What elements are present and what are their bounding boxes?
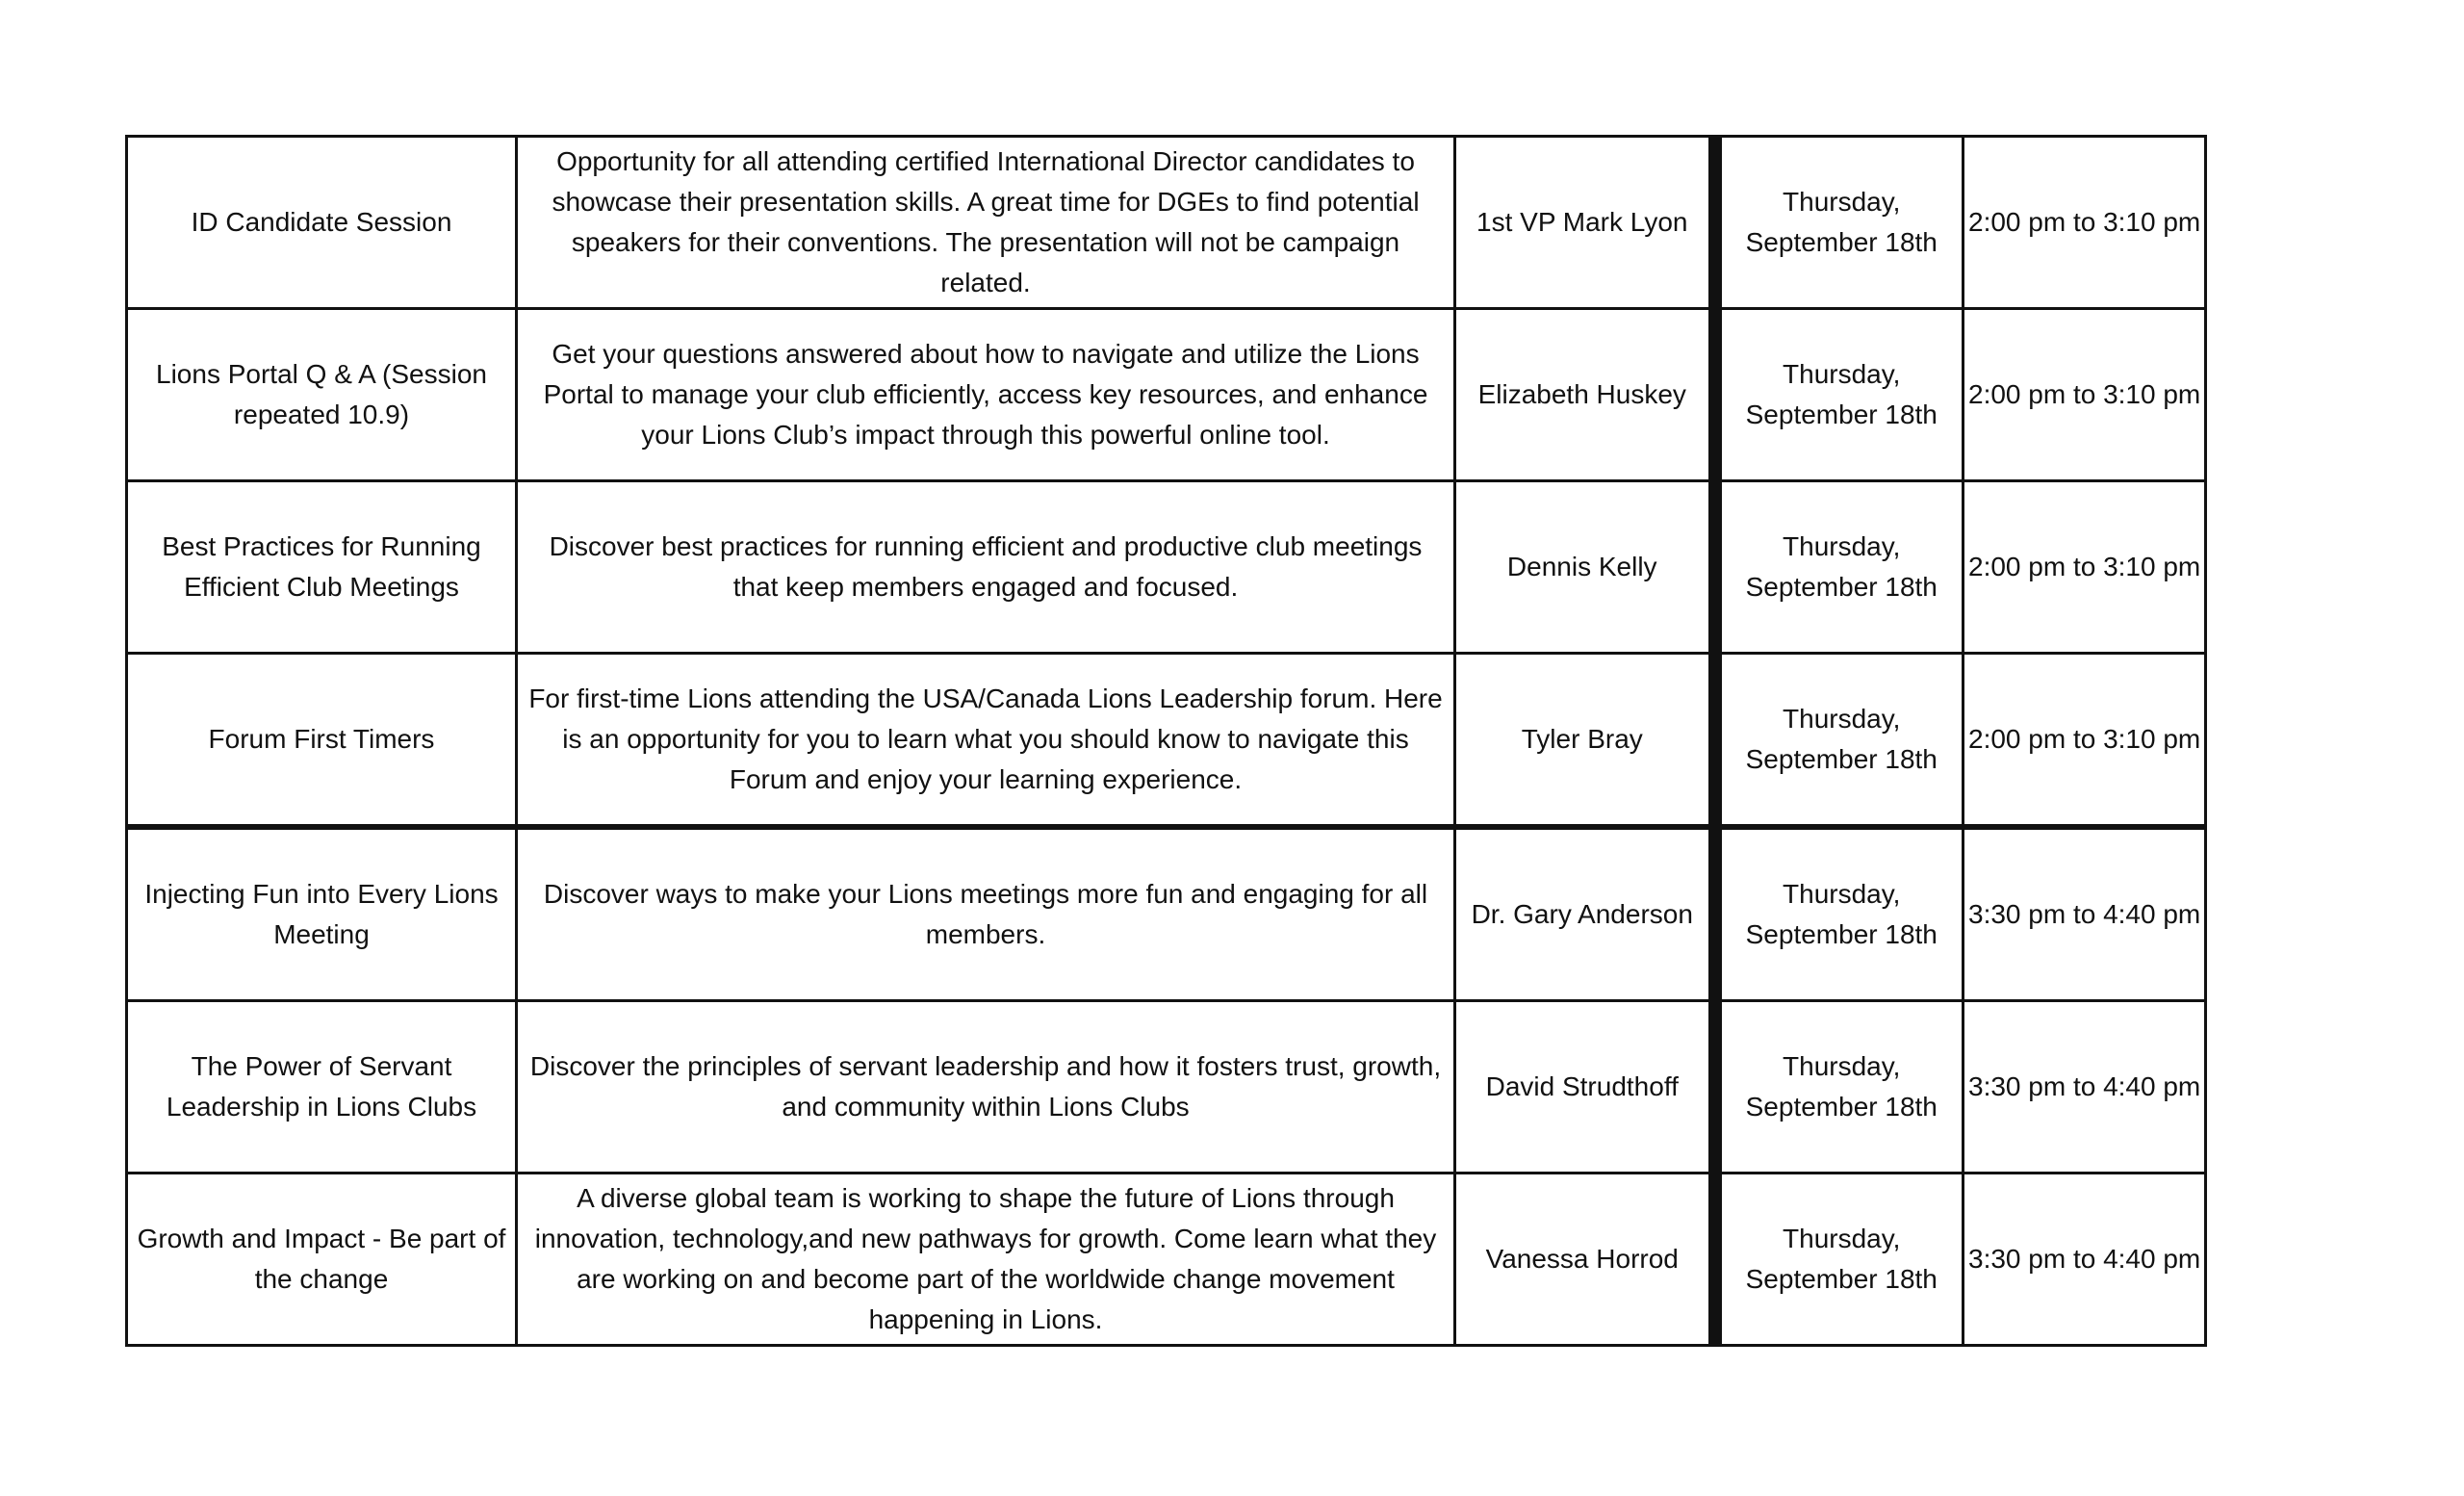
session-date: [1715, 1174, 1964, 1346]
session-speaker: Dennis Kelly: [1455, 481, 1715, 654]
session-day: Thursday,: [1783, 187, 1901, 217]
session-date-text: September 18th: [1745, 400, 1938, 429]
session-title: ID Candidate Session: [127, 137, 517, 309]
session-description: Discover best practices for running efficient and productive club meetings that keep members engaged and focused.: [517, 481, 1455, 654]
session-date: [1715, 309, 1964, 481]
session-day: Thursday,: [1783, 1224, 1901, 1253]
session-day: Thursday,: [1783, 1051, 1901, 1081]
session-speaker: Tyler Bray: [1455, 654, 1715, 828]
session-description: A diverse global team is working to shape the future of Lions through innovation, technology,and new pathways for growth. Come learn what they are working on and become part of the worldwide change movement happening in Lions.: [517, 1174, 1455, 1346]
table-row: [127, 1001, 2206, 1174]
session-speaker: David Strudthoff: [1455, 1001, 1715, 1174]
session-title: Lions Portal Q & A (Session repeated 10.9): [127, 309, 517, 481]
session-title: Growth and Impact - Be part of the change: [127, 1174, 517, 1346]
session-date-text: September 18th: [1745, 1264, 1938, 1294]
session-time: 3:30 pm to 4:40 pm: [1964, 1001, 2206, 1174]
session-title: The Power of Servant Leadership in Lions Clubs: [127, 1001, 517, 1174]
session-date: [1715, 137, 1964, 309]
session-speaker: Vanessa Horrod: [1455, 1174, 1715, 1346]
session-speaker: Elizabeth Huskey: [1455, 309, 1715, 481]
session-date: [1715, 654, 1964, 828]
session-date-text: September 18th: [1745, 744, 1938, 774]
session-description: For first-time Lions attending the USA/Canada Lions Leadership forum. Here is an opportunity for you to learn what you should know to navigate this Forum and enjoy your learning experience.: [517, 654, 1455, 828]
session-date-text: September 18th: [1745, 572, 1938, 602]
session-time: 2:00 pm to 3:10 pm: [1964, 481, 2206, 654]
table-row: [127, 827, 2206, 1001]
session-time: 2:00 pm to 3:10 pm: [1964, 654, 2206, 828]
session-speaker: Dr. Gary Anderson: [1455, 827, 1715, 1001]
session-title: Injecting Fun into Every Lions Meeting: [127, 827, 517, 1001]
session-time: 2:00 pm to 3:10 pm: [1964, 309, 2206, 481]
session-date: [1715, 1001, 1964, 1174]
session-date-text: September 18th: [1745, 1092, 1938, 1122]
session-description: Discover the principles of servant leadership and how it fosters trust, growth, and community within Lions Clubs: [517, 1001, 1455, 1174]
session-day: Thursday,: [1783, 704, 1901, 734]
session-schedule-table: [125, 135, 2207, 1347]
session-description: Get your questions answered about how to navigate and utilize the Lions Portal to manage your club efficiently, access key resources, and enhance your Lions Club’s impact through this powerful online tool.: [517, 309, 1455, 481]
session-speaker: 1st VP Mark Lyon: [1455, 137, 1715, 309]
session-day: Thursday,: [1783, 359, 1901, 389]
session-day: Thursday,: [1783, 531, 1901, 561]
table-row: [127, 481, 2206, 654]
session-day: Thursday,: [1783, 879, 1901, 909]
table-row: [127, 1174, 2206, 1346]
session-date: [1715, 481, 1964, 654]
table-row: [127, 137, 2206, 309]
session-date-text: September 18th: [1745, 227, 1938, 257]
session-time: 2:00 pm to 3:10 pm: [1964, 137, 2206, 309]
session-description: Opportunity for all attending certified International Director candidates to showcase their presentation skills. A great time for DGEs to find potential speakers for their conventions. The presentation will not be campaign related.: [517, 137, 1455, 309]
session-title: Forum First Timers: [127, 654, 517, 828]
session-title: Best Practices for Running Efficient Club Meetings: [127, 481, 517, 654]
session-time: 3:30 pm to 4:40 pm: [1964, 1174, 2206, 1346]
table-row: [127, 309, 2206, 481]
session-description: Discover ways to make your Lions meetings more fun and engaging for all members.: [517, 827, 1455, 1001]
session-date-text: September 18th: [1745, 919, 1938, 949]
session-date: [1715, 827, 1964, 1001]
table-row: [127, 654, 2206, 828]
session-time: 3:30 pm to 4:40 pm: [1964, 827, 2206, 1001]
